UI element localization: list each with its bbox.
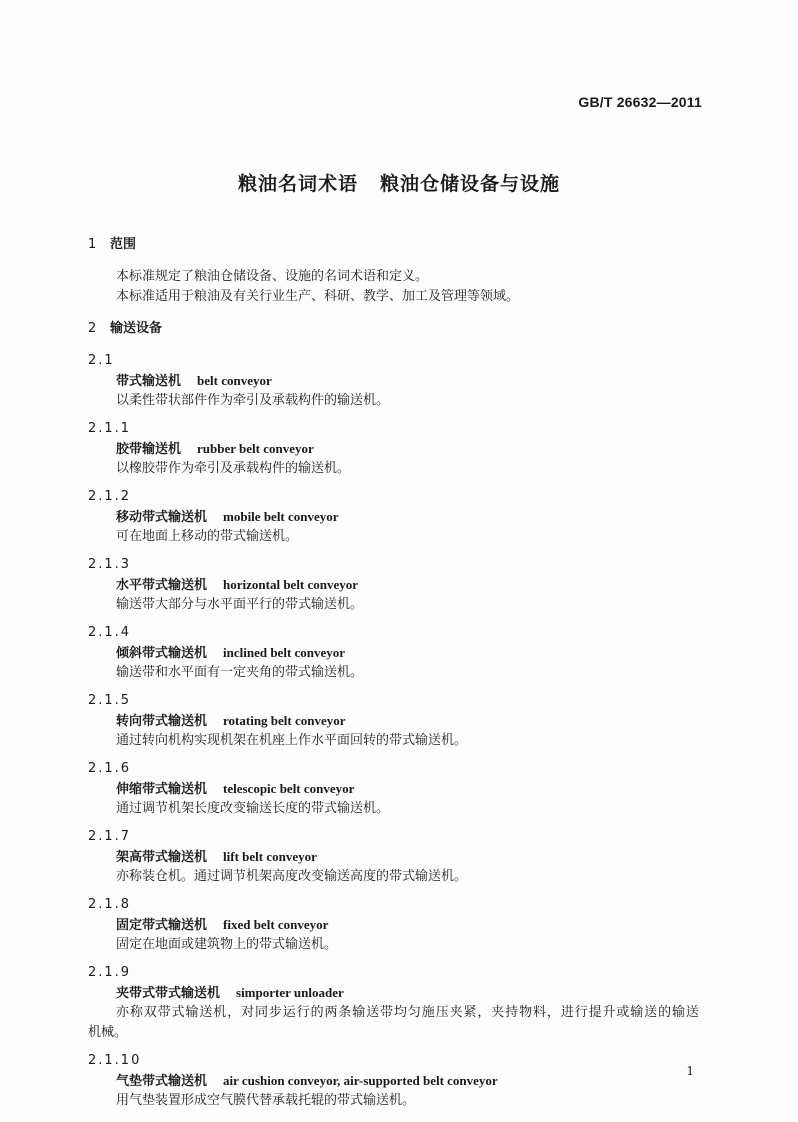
term-number: 2.1.8 <box>88 897 132 912</box>
term-definition: 输送带和水平面有一定夹角的带式输送机。 <box>116 665 364 680</box>
term-english: fixed belt conveyor <box>223 917 329 932</box>
term-definition: 固定在地面或建筑物上的带式输送机。 <box>116 937 338 952</box>
term-definition: 可在地面上移动的带式输送机。 <box>116 529 299 544</box>
title-part-1: 粮油名词术语 <box>237 173 358 195</box>
term-chinese: 胶带输送机 <box>116 442 182 457</box>
term-number: 2.1.7 <box>88 829 132 844</box>
term-english: rotating belt conveyor <box>223 713 346 728</box>
term-definition: 输送带大部分与水平面平行的带式输送机。 <box>116 597 364 612</box>
term-line <box>88 711 713 731</box>
term-chinese: 气垫带式输送机 <box>116 1074 208 1089</box>
term-line <box>88 371 713 391</box>
term-english: inclined belt conveyor <box>223 645 346 660</box>
term-number: 2.1.5 <box>88 693 132 708</box>
title-part-2: 粮油仓储设备与设施 <box>380 173 561 195</box>
term-line <box>88 1071 713 1091</box>
term-english: mobile belt conveyor <box>223 509 339 524</box>
paragraph: 本标准适用于粮油及有关行业生产、科研、教学、加工及管理等领域。 <box>116 289 520 304</box>
term-entry <box>88 1051 713 1111</box>
term-english: horizontal belt conveyor <box>223 577 359 592</box>
term-line <box>88 575 713 595</box>
term-definition: 以柔性带状部件作为牵引及承载构件的输送机。 <box>116 393 390 408</box>
term-definition: 以橡胶带作为牵引及承载构件的输送机。 <box>116 461 351 476</box>
term-chinese: 倾斜带式输送机 <box>116 646 208 661</box>
paragraph: 本标准规定了粮油仓储设备、设施的名词术语和定义。 <box>116 269 429 284</box>
term-definition-continued: 机械。 <box>88 1025 128 1040</box>
term-chinese: 夹带式带式输送机 <box>116 986 221 1001</box>
term-number: 2.1.1 <box>88 421 132 436</box>
term-chinese: 带式输送机 <box>116 374 182 389</box>
term-line <box>88 779 713 799</box>
term-line <box>88 915 713 935</box>
section-number: 2 <box>88 321 97 336</box>
term-entry <box>88 827 713 887</box>
term-line <box>88 643 713 663</box>
term-entry <box>88 963 713 1043</box>
term-chinese: 固定带式输送机 <box>116 918 208 933</box>
term-line <box>88 439 713 459</box>
term-number: 2.1.10 <box>88 1053 142 1068</box>
term-line <box>88 507 713 527</box>
term-chinese: 移动带式输送机 <box>116 510 208 525</box>
term-entry <box>88 487 713 547</box>
term-english: simporter unloader <box>236 985 344 1000</box>
document-title <box>0 169 798 196</box>
section-number: 1 <box>88 237 97 252</box>
term-definition: 通过转向机构实现机架在机座上作水平面回转的带式输送机。 <box>116 733 468 748</box>
section-2-heading <box>88 319 713 339</box>
term-definition: 用气垫装置形成空气膜代替承载托辊的带式输送机。 <box>116 1093 416 1108</box>
term-entry <box>88 759 713 819</box>
term-definition: 通过调节机架长度改变输送长度的带式输送机。 <box>116 801 390 816</box>
term-english: air cushion conveyor, air-supported belt conveyor <box>223 1073 498 1088</box>
term-entry <box>88 691 713 751</box>
section-1-heading <box>88 235 713 255</box>
term-definition: 亦称双带式输送机，对同步运行的两条输送带均匀施压夹紧，夹持物料，进行提升或输送的输送 <box>116 1005 700 1020</box>
term-definition: 亦称装仓机。通过调节机架高度改变输送高度的带式输送机。 <box>116 869 468 884</box>
term-number: 2.1 <box>88 353 115 368</box>
term-entry <box>88 623 713 683</box>
term-chinese: 水平带式输送机 <box>116 578 208 593</box>
term-line <box>88 983 713 1003</box>
term-number: 2.1.9 <box>88 965 132 980</box>
term-number: 2.1.3 <box>88 557 132 572</box>
term-entry <box>88 895 713 955</box>
term-chinese: 伸缩带式输送机 <box>116 782 208 797</box>
term-number: 2.1.4 <box>88 625 132 640</box>
term-english: telescopic belt conveyor <box>223 781 355 796</box>
section-title: 范围 <box>110 237 137 252</box>
term-chinese: 架高带式输送机 <box>116 850 208 865</box>
standard-code: GB/T 26632—2011 <box>578 94 702 110</box>
term-number: 2.1.2 <box>88 489 132 504</box>
term-entry <box>88 419 713 479</box>
term-chinese: 转向带式输送机 <box>116 714 208 729</box>
term-line <box>88 847 713 867</box>
term-entry <box>88 351 713 411</box>
term-number: 2.1.6 <box>88 761 132 776</box>
term-english: lift belt conveyor <box>223 849 317 864</box>
term-english: rubber belt conveyor <box>197 441 314 456</box>
document-body <box>88 235 713 1111</box>
section-title: 输送设备 <box>110 321 163 336</box>
page-number: 1 <box>686 1064 694 1078</box>
term-english: belt conveyor <box>197 373 272 388</box>
term-entry <box>88 555 713 615</box>
